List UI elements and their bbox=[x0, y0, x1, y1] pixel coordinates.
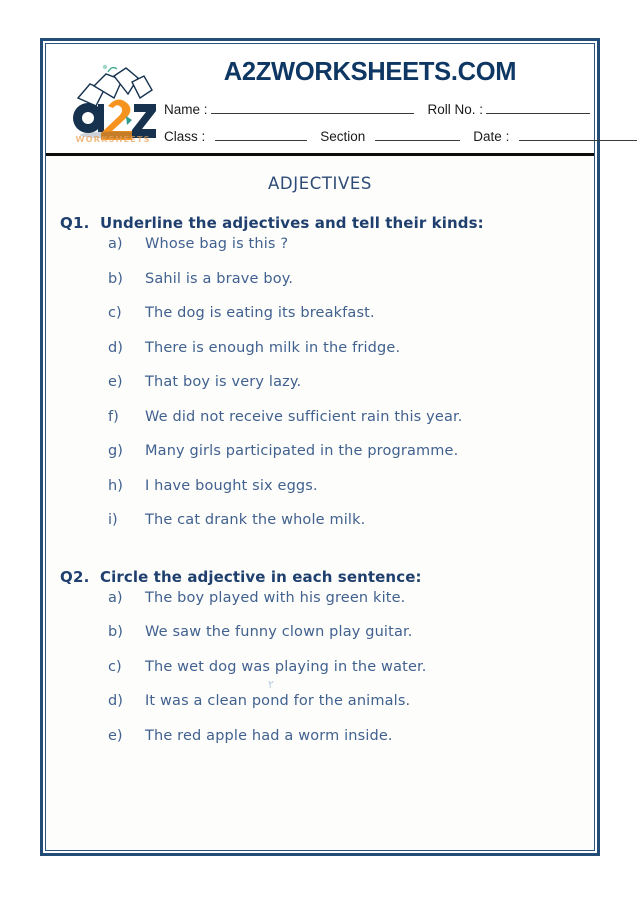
list-item-text: We did not receive sufficient rain this year. bbox=[145, 408, 463, 425]
list-item-text: There is enough milk in the fridge. bbox=[145, 339, 401, 356]
list-item-marker: d) bbox=[108, 339, 123, 356]
list-item[interactable] bbox=[60, 728, 594, 763]
section-label: Section bbox=[320, 129, 366, 144]
list-item-text: The dog is eating its breakfast. bbox=[145, 305, 375, 321]
question-block-2 bbox=[46, 568, 594, 763]
list-item-marker: f) bbox=[108, 408, 119, 425]
question-1-items bbox=[60, 236, 594, 547]
list-item[interactable] bbox=[60, 624, 594, 659]
list-item-marker: b) bbox=[108, 624, 123, 640]
worksheet-page bbox=[40, 38, 600, 856]
list-item[interactable] bbox=[60, 693, 594, 728]
question-block-1 bbox=[46, 214, 594, 547]
list-item[interactable] bbox=[60, 305, 594, 340]
list-item-marker: a) bbox=[108, 236, 123, 252]
list-item-marker: c) bbox=[108, 305, 122, 321]
worksheet-header bbox=[46, 44, 594, 156]
list-item-text: I have bought six eggs. bbox=[145, 477, 318, 494]
list-item-marker: i) bbox=[108, 512, 118, 528]
list-item[interactable] bbox=[60, 478, 594, 513]
student-info-fields bbox=[164, 102, 590, 156]
date-input-line[interactable] bbox=[519, 129, 637, 141]
roll-no-input-line[interactable] bbox=[486, 102, 590, 114]
list-item[interactable] bbox=[60, 374, 594, 409]
list-item-text: The boy played with his green kite. bbox=[145, 589, 406, 606]
list-item-marker: h) bbox=[108, 477, 123, 494]
list-item[interactable] bbox=[60, 443, 594, 478]
a2z-worksheets-logo bbox=[64, 56, 162, 144]
field-row-class-section-date bbox=[164, 129, 590, 156]
question-2-heading bbox=[60, 568, 594, 586]
question-1-prompt: Underline the adjectives and tell their kinds: bbox=[100, 214, 484, 232]
question-1-number: Q1. bbox=[60, 214, 90, 232]
date-label: Date : bbox=[473, 129, 510, 144]
list-item-text: The wet dog was playing in the water. bbox=[145, 658, 427, 675]
class-input-line[interactable] bbox=[215, 129, 307, 141]
list-item-text: Many girls participated in the programme. bbox=[145, 443, 459, 459]
logo-worksheets-text: WORKSHEETS bbox=[75, 134, 151, 144]
worksheet-page-inner-border bbox=[45, 43, 595, 851]
list-item-marker: a) bbox=[108, 589, 123, 606]
question-2-number: Q2. bbox=[60, 567, 90, 586]
list-item-text: That boy is very lazy. bbox=[145, 374, 302, 390]
list-item-text: Whose bag is this ? bbox=[145, 236, 289, 252]
list-item-text: Sahil is a brave boy. bbox=[145, 270, 294, 287]
list-item[interactable] bbox=[60, 340, 594, 375]
question-1-heading bbox=[60, 214, 594, 232]
roll-no-label: Roll No. : bbox=[427, 102, 483, 117]
field-row-name-roll bbox=[164, 102, 590, 129]
list-item-text: The cat drank the whole milk. bbox=[145, 512, 366, 528]
list-item[interactable] bbox=[60, 271, 594, 306]
list-item-marker: c) bbox=[108, 658, 122, 675]
list-item-marker: b) bbox=[108, 270, 123, 287]
question-2-prompt: Circle the adjective in each sentence: bbox=[100, 567, 422, 586]
list-item-text: We saw the funny clown play guitar. bbox=[145, 624, 413, 640]
list-item-marker: e) bbox=[108, 374, 123, 390]
list-item[interactable] bbox=[60, 659, 594, 694]
list-item[interactable] bbox=[60, 512, 594, 547]
list-item-marker: d) bbox=[108, 693, 123, 709]
list-item-text: The red apple had a worm inside. bbox=[145, 727, 393, 744]
list-item[interactable] bbox=[60, 236, 594, 271]
name-label: Name : bbox=[164, 102, 208, 117]
worksheet-body bbox=[46, 174, 594, 762]
question-2-items bbox=[60, 590, 594, 763]
section-input-line[interactable] bbox=[375, 129, 460, 141]
site-title: A2ZWORKSHEETS.COM bbox=[223, 58, 517, 86]
list-item-marker: e) bbox=[108, 727, 123, 744]
list-item-text: It was a clean pond for the animals. bbox=[145, 693, 411, 709]
list-item[interactable] bbox=[60, 590, 594, 625]
page-title: ADJECTIVES bbox=[268, 174, 372, 193]
list-item-marker: g) bbox=[108, 443, 123, 459]
list-item[interactable] bbox=[60, 409, 594, 444]
class-label: Class : bbox=[164, 129, 206, 144]
name-input-line[interactable] bbox=[211, 102, 415, 114]
scan-artifact-mark: ٢ bbox=[268, 678, 274, 691]
